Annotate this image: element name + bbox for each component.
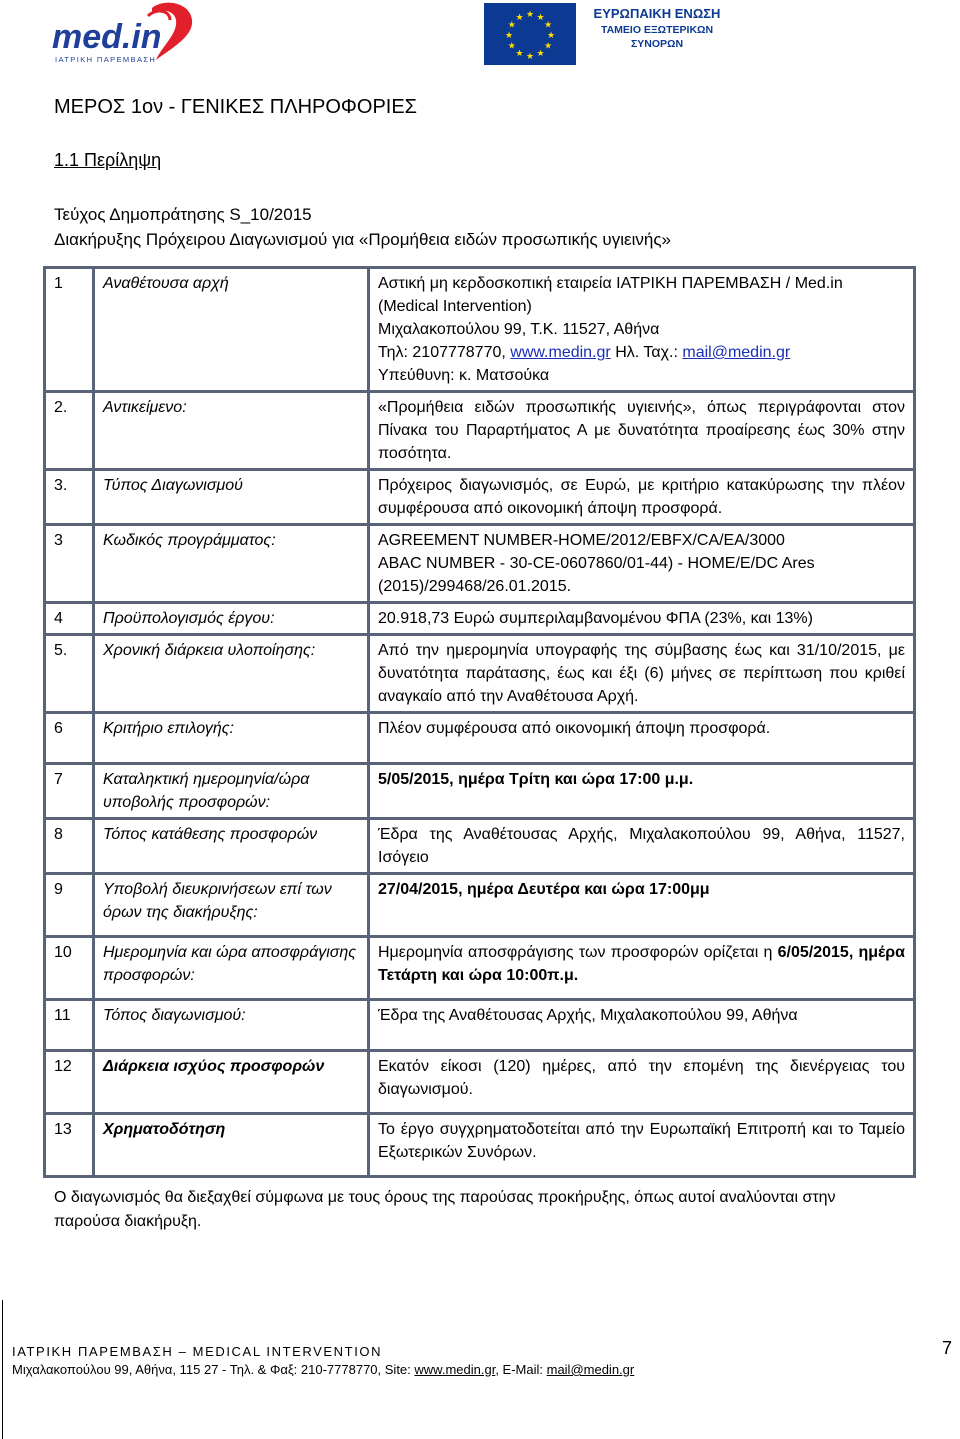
email-link[interactable]: mail@medin.gr — [682, 344, 791, 361]
table-row — [46, 1052, 913, 1115]
row-value: Το έργο συγχρηματοδοτείται από την Ευρωπαϊκή Επιτροπή και το Ταμείο Εξωτερικών Συνόρων. — [378, 1121, 905, 1161]
eu-line-2: ΤΑΜΕΙΟ ΕΞΩΤΕΡΙΚΩΝ — [600, 23, 714, 36]
contracting-authority-english: (Medical Intervention) — [378, 298, 532, 315]
svg-text:★: ★ — [544, 41, 553, 52]
row-label: Καταληκτική ημερομηνία/ώρα υποβολής προσφορών: — [95, 765, 370, 820]
table-row — [46, 875, 913, 938]
footer-address: Μιχαλακοπούλου 99, Αθήνα, 115 27 - Τηλ. & Φαξ: 210-7778770, Site: — [12, 1362, 415, 1377]
abac-number: ABAC NUMBER - 30-CE-0607860/01-44) - HOME/E/DC Ares — [378, 555, 815, 572]
row-number: 8 — [46, 820, 95, 875]
row-value: 5/05/2015, ημέρα Τρίτη και ώρα 17:00 μ.μ. — [370, 765, 913, 820]
svg-text:★: ★ — [536, 49, 545, 60]
svg-text:★: ★ — [536, 12, 545, 23]
row-value — [370, 269, 913, 393]
table-row — [46, 471, 913, 526]
closing-paragraph: Ο διαγωνισμός θα διεξαχθεί σύμφωνα με τους όρους της παρούσας προκήρυξης, όπως αυτοί αναλύονται στην παρούσα διακήρυξη. — [54, 1189, 836, 1230]
table-row — [46, 1115, 913, 1175]
row-number: 10 — [46, 938, 95, 1001]
row-value — [370, 938, 913, 1001]
svg-text:★: ★ — [515, 12, 524, 23]
agreement-number: AGREEMENT NUMBER-HOME/2012/EBFX/CA/EA/3000 — [378, 532, 785, 549]
row-value: Έδρα της Αναθέτουσας Αρχής, Μιχαλακοπούλου 99, Αθήνα — [370, 1001, 913, 1052]
row-label: Προϋπολογισμός έργου: — [95, 604, 370, 636]
contact-person: Υπεύθυνη: κ. Ματσούκα — [378, 367, 550, 384]
svg-text:★: ★ — [515, 49, 524, 60]
eu-line-1: ΕΥΡΩΠΑΙΚΗ ΕΝΩΣΗ — [593, 6, 721, 21]
row-number: 6 — [46, 714, 95, 765]
row-number: 5. — [46, 636, 95, 714]
phone-text: Τηλ: 2107778770, — [378, 344, 511, 361]
row-value: 27/04/2015, ημέρα Δευτέρα και ώρα 17:00μμ — [370, 875, 913, 938]
opening-date-value: 6/05/2015, ημέρα Τετάρτη και ώρα 10:00π.μ. — [378, 944, 905, 984]
table-row — [46, 604, 913, 636]
opening-date-text: Ημερομηνία αποσφράγισης των προσφορών ορίζεται η — [378, 944, 778, 961]
row-label: Τόπος κατάθεσης προσφορών — [95, 820, 370, 875]
eu-flag-icon — [484, 3, 576, 65]
table-row — [46, 269, 913, 393]
row-number: 9 — [46, 875, 95, 938]
svg-text:★: ★ — [507, 20, 516, 31]
summary-table — [43, 266, 916, 1178]
svg-text:★: ★ — [544, 20, 553, 31]
row-value: «Προμήθεια ειδών προσωπικής υγιεινής», όπως περιγράφονται στον Πίνακα του Παραρτήματος Α με δυνατότητα προαίρεσης έως 30% στην ποσότητα. — [370, 393, 913, 471]
svg-text:★: ★ — [546, 31, 556, 41]
doc-line-2: Διακήρυξης Πρόχειρου Διαγωνισμού για «Προμήθεια ειδών προσωπικής υγιεινής» — [54, 230, 671, 249]
svg-text:★: ★ — [525, 10, 535, 20]
row-label: Αναθέτουσα αρχή — [95, 269, 370, 393]
page-number: 7 — [941, 1338, 952, 1358]
row-value: Πλέον συμφέρουσα από οικονομική άποψη προσφορά. — [370, 714, 913, 765]
eu-fund-label — [582, 5, 732, 51]
table-row — [46, 938, 913, 1001]
row-number: 11 — [46, 1001, 95, 1052]
footer-email-label: , E-Mail: — [495, 1362, 547, 1377]
row-number: 2. — [46, 393, 95, 471]
ares-reference: (2015)/299468/26.01.2015. — [378, 578, 572, 595]
row-label: Υποβολή διευκρινήσεων επί των όρων της διακήρυξης: — [95, 875, 370, 938]
section-title: ΜΕΡΟΣ 1ον - ΓΕΝΙΚΕΣ ΠΛΗΡΟΦΟΡΙΕΣ — [54, 96, 418, 118]
row-label: Χρηματοδότηση — [95, 1115, 370, 1175]
table-row — [46, 526, 913, 604]
email-label: Ηλ. Ταχ.: — [610, 344, 683, 361]
row-label: Τόπος διαγωνισμού: — [95, 1001, 370, 1052]
svg-text:★: ★ — [504, 31, 514, 41]
row-number: 1 — [46, 269, 95, 393]
footer-contact — [12, 1362, 952, 1377]
svg-text:med.in: med.in — [52, 18, 162, 56]
row-label: Κριτήριο επιλογής: — [95, 714, 370, 765]
row-value: Πρόχειρος διαγωνισμός, σε Ευρώ, με κριτήριο κατακύρωσης την πλέον συμφέρουσα από οικονομική άποψη προσφορά. — [370, 471, 913, 526]
contracting-authority-name: Αστική μη κερδοσκοπική εταιρεία ΙΑΤΡΙΚΗ ΠΑΡΕΜΒΑΣΗ / Med.in — [378, 275, 843, 292]
row-label: Χρονική διάρκεια υλοποίησης: — [95, 636, 370, 714]
table-row — [46, 1001, 913, 1052]
row-value: Έδρα της Αναθέτουσας Αρχής, Μιχαλακοπούλου 99, Αθήνα, 11527, Ισόγειο — [370, 820, 913, 875]
svg-text:★: ★ — [507, 41, 516, 52]
contracting-authority-address: Μιχαλακοπούλου 99, Τ.Κ. 11527, Αθήνα — [378, 321, 660, 338]
footer-organization: ΙΑΤΡΙΚΗ ΠΑΡΕΜΒΑΣΗ – MEDICAL INTERVENTION — [12, 1344, 383, 1359]
footer-email-link[interactable]: mail@medin.gr — [546, 1362, 635, 1377]
website-link[interactable]: www.medin.gr — [510, 344, 611, 361]
row-label: Αντικείμενο: — [95, 393, 370, 471]
row-label: Ημερομηνία και ώρα αποσφράγισης προσφορών: — [95, 938, 370, 1001]
eu-line-3: ΣΥΝΟΡΩΝ — [630, 37, 684, 50]
row-label: Τύπος Διαγωνισμού — [95, 471, 370, 526]
row-value: 20.918,73 Ευρώ συμπεριλαμβανομένου ΦΠΑ (23%, και 13%) — [370, 604, 913, 636]
table-row — [46, 393, 913, 471]
footer-site-link[interactable]: www.medin.gr — [414, 1362, 496, 1377]
subsection-title: 1.1 Περίληψη — [54, 150, 162, 170]
table-row — [46, 636, 913, 714]
row-label: Κωδικός προγράμματος: — [95, 526, 370, 604]
medin-logo — [52, 2, 212, 68]
row-value: Από την ημερομηνία υπογραφής της σύμβασης έως και 31/10/2015, με δυνατότητα παράτασης, έως και έξι (6) μήνες σε περίπτωση που κριθεί αναγκαίο από την Αναθέτουσα Αρχή. — [370, 636, 913, 714]
contracting-authority-contact — [378, 341, 905, 364]
table-row — [46, 714, 913, 765]
row-value: Εκατόν είκοσι (120) ημέρες, από την επομένη της διενέργειας του διαγωνισμού. — [370, 1052, 913, 1115]
margin-line — [2, 1300, 3, 1439]
row-number: 12 — [46, 1052, 95, 1115]
row-number: 4 — [46, 604, 95, 636]
row-value — [370, 526, 913, 604]
row-number: 3 — [46, 526, 95, 604]
doc-line-1: Τεύχος Δημοπράτησης S_10/2015 — [54, 205, 312, 224]
row-number: 3. — [46, 471, 95, 526]
row-number: 7 — [46, 765, 95, 820]
table-row — [46, 820, 913, 875]
document-reference — [54, 202, 671, 252]
row-number: 13 — [46, 1115, 95, 1175]
row-label: Διάρκεια ισχύος προσφορών — [95, 1052, 370, 1115]
svg-text:★: ★ — [525, 52, 535, 62]
page-footer — [12, 1338, 952, 1377]
page-header — [0, 0, 960, 80]
svg-text:ΙΑΤΡΙΚΗ ΠΑΡΕΜΒΑΣΗ: ΙΑΤΡΙΚΗ ΠΑΡΕΜΒΑΣΗ — [55, 55, 157, 64]
table-row — [46, 765, 913, 820]
